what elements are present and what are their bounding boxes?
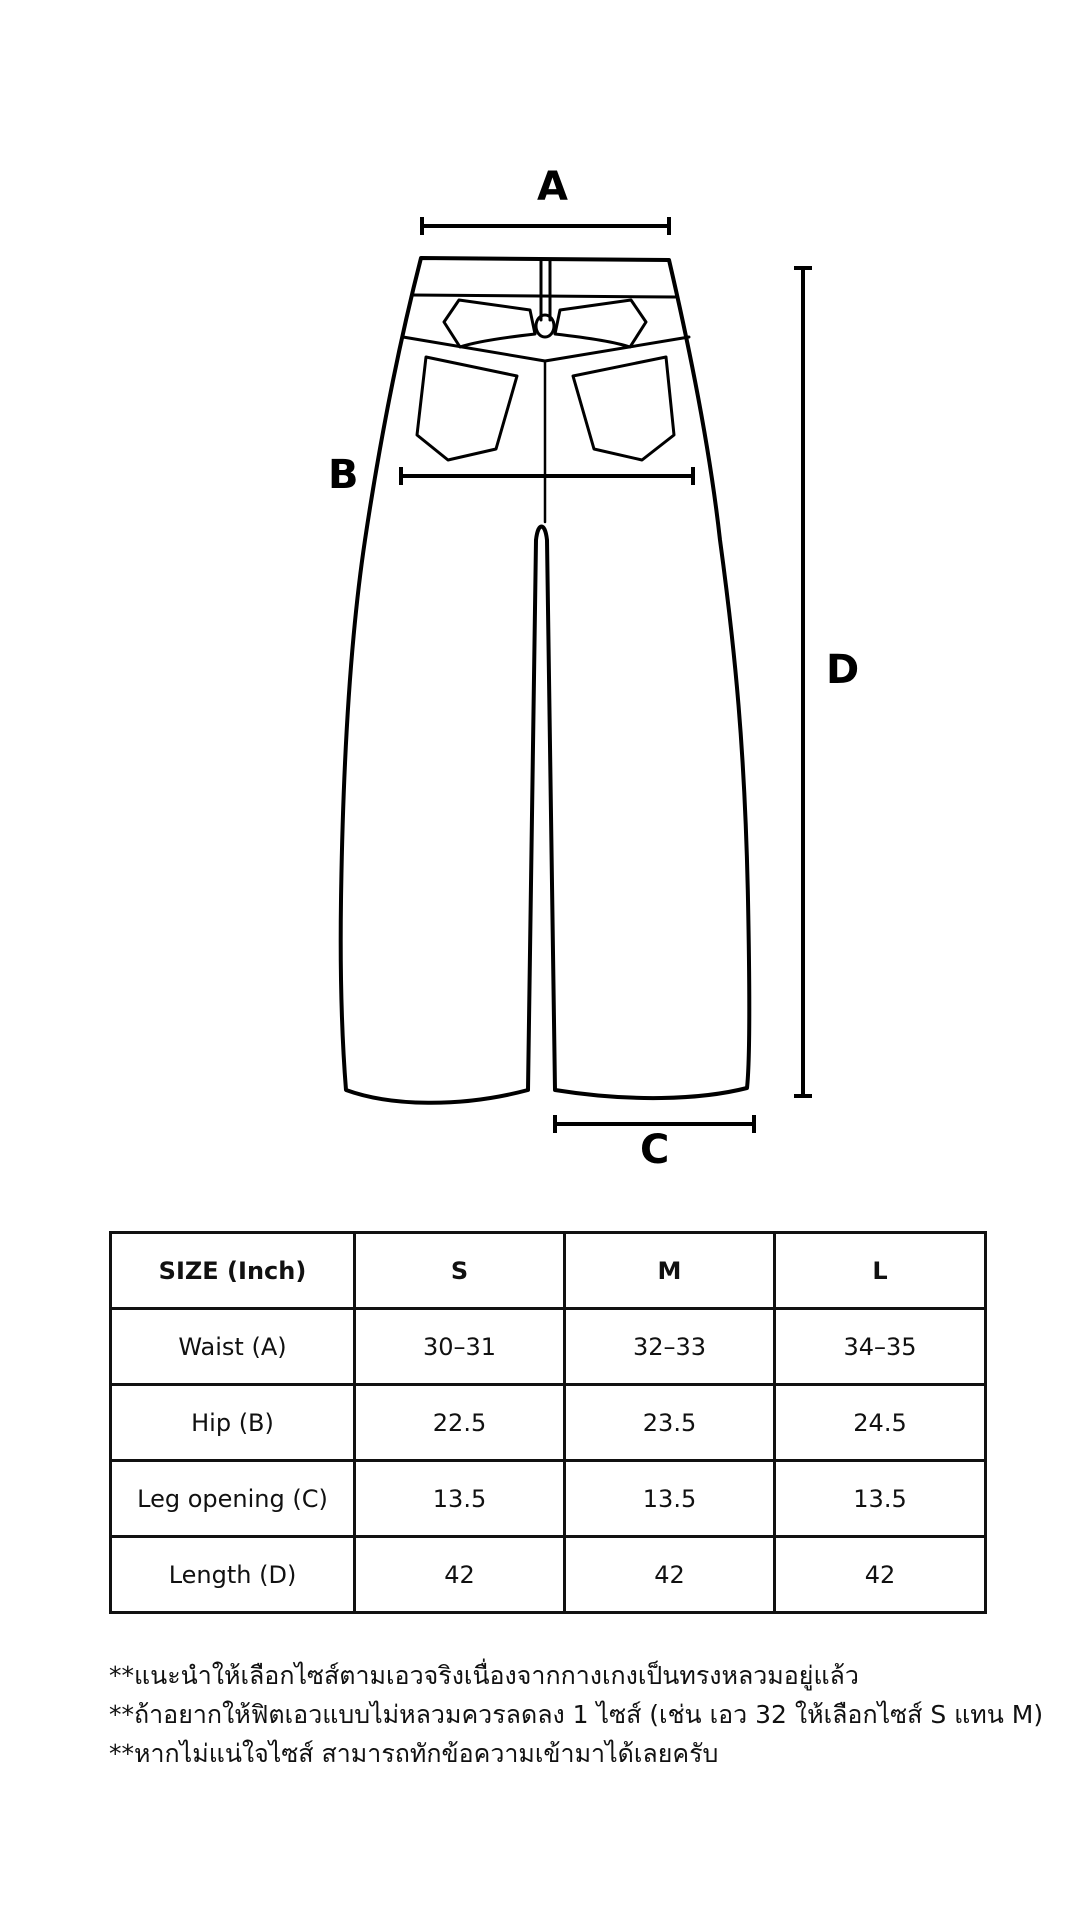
- table-row: [111, 1309, 986, 1385]
- cell-value: 30–31: [355, 1309, 565, 1385]
- cell-value: 13.5: [355, 1461, 565, 1537]
- row-label-hip: Hip (B): [111, 1385, 355, 1461]
- table-row: [111, 1461, 986, 1537]
- sizing-notes: [109, 1656, 1069, 1773]
- yoke-patch-right: [555, 300, 646, 347]
- cell-value: 24.5: [775, 1385, 986, 1461]
- belt-loop: [541, 260, 550, 320]
- row-label-waist: Waist (A): [111, 1309, 355, 1385]
- button: [536, 315, 554, 337]
- row-label-leg-opening: Leg opening (C): [111, 1461, 355, 1537]
- note-line: **หากไม่แน่ใจไซส์ สามารถทักข้อความเข้ามาได้เลยครับ: [109, 1739, 719, 1768]
- header-l: L: [775, 1233, 986, 1309]
- header-m: M: [565, 1233, 775, 1309]
- cell-value: 34–35: [775, 1309, 986, 1385]
- dimension-label-b: B: [328, 452, 359, 498]
- dimension-label-d: D: [826, 647, 860, 693]
- cell-value: 42: [355, 1537, 565, 1613]
- header-size: SIZE (Inch): [111, 1233, 355, 1309]
- dimension-label-a: A: [537, 164, 568, 210]
- cell-value: 22.5: [355, 1385, 565, 1461]
- table-header-row: [111, 1233, 986, 1309]
- pocket-left: [417, 357, 517, 460]
- pocket-right: [573, 357, 674, 460]
- note-line: **แนะนำให้เลือกไซส์ตามเอวจริงเนื่องจากกางเกงเป็นทรงหลวมอยู่แล้ว: [109, 1661, 859, 1690]
- table-row: [111, 1385, 986, 1461]
- cell-value: 32–33: [565, 1309, 775, 1385]
- waistband-line: [412, 295, 675, 297]
- header-s: S: [355, 1233, 565, 1309]
- note-line: **ถ้าอยากให้ฟิตเอวแบบไม่หลวมควรลดลง 1 ไซส์ (เช่น เอว 32 ให้เลือกไซส์ S แทน M): [109, 1700, 1044, 1729]
- yoke-line: [403, 337, 689, 361]
- cell-value: 42: [565, 1537, 775, 1613]
- dimension-label-c: C: [640, 1127, 670, 1173]
- table-row: [111, 1537, 986, 1613]
- cell-value: 42: [775, 1537, 986, 1613]
- cell-value: 23.5: [565, 1385, 775, 1461]
- cell-value: 13.5: [775, 1461, 986, 1537]
- yoke-patch-left: [444, 300, 535, 347]
- row-label-length: Length (D): [111, 1537, 355, 1613]
- cell-value: 13.5: [565, 1461, 775, 1537]
- size-chart-table: [109, 1231, 987, 1614]
